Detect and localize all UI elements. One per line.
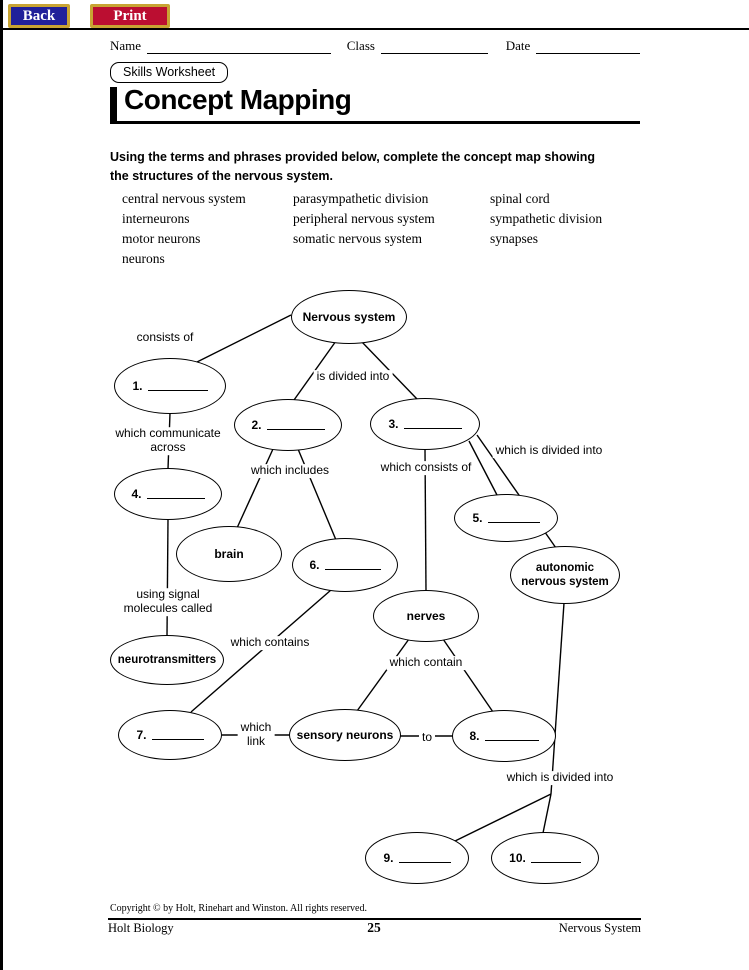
label-line2: link xyxy=(246,734,265,748)
label-line1: which communicate xyxy=(115,426,221,441)
footer-book-title: Holt Biology xyxy=(108,921,174,935)
node-label: neurotransmitters xyxy=(117,654,217,666)
term: sympathetic division xyxy=(490,211,603,226)
node-blank-2 xyxy=(234,399,342,451)
link-label-is-divided-into: is divided into xyxy=(314,370,393,384)
node-neurotransmitters xyxy=(110,635,224,685)
blank-number: 2. xyxy=(251,418,262,432)
node-label-line2: nervous system xyxy=(521,576,609,588)
blank-number: 6. xyxy=(309,558,320,572)
link-label-which-link xyxy=(238,721,275,749)
node-nerves xyxy=(373,590,479,642)
link-label-which-communicate-across xyxy=(112,427,223,455)
link-label-which-is-divided-into-top: which is divided into xyxy=(493,444,606,458)
link-label-using-signal-molecules xyxy=(121,588,216,616)
label-line2: across xyxy=(150,440,186,454)
node-label: brain xyxy=(214,547,244,561)
blank-number: 7. xyxy=(136,728,147,742)
node-blank-9 xyxy=(365,832,469,884)
term: motor neurons xyxy=(122,231,201,246)
node-label: Nervous system xyxy=(302,310,396,324)
connector-line xyxy=(237,449,273,528)
link-label-which-consists-of: which consists of xyxy=(378,461,475,475)
node-blank-1 xyxy=(114,358,226,414)
node-blank-4 xyxy=(114,468,222,520)
node-blank-6 xyxy=(292,538,398,592)
answer-blank xyxy=(488,512,540,523)
answer-blank xyxy=(152,729,204,740)
answer-blank xyxy=(531,852,581,863)
footer-chapter: Nervous System xyxy=(558,921,641,935)
link-label-consists-of: consists of xyxy=(134,331,197,345)
blank-number: 10. xyxy=(509,851,526,865)
node-nervous-system xyxy=(291,290,407,344)
answer-blank xyxy=(325,559,381,570)
date-label: Date xyxy=(505,38,531,53)
connector-line xyxy=(551,603,564,794)
answer-blank xyxy=(485,730,539,741)
node-blank-8 xyxy=(452,710,556,762)
connector-line xyxy=(197,315,291,362)
class-label: Class xyxy=(346,38,375,53)
node-label: sensory neurons xyxy=(296,728,394,742)
link-label-which-contain: which contain xyxy=(387,656,466,670)
node-blank-5 xyxy=(454,494,558,542)
term: parasympathetic division xyxy=(293,191,429,206)
page-title: Concept Mapping xyxy=(124,84,352,115)
print-button[interactable]: Print xyxy=(90,4,170,28)
node-label xyxy=(521,561,609,590)
skills-worksheet-tab: Skills Worksheet xyxy=(110,62,228,83)
link-label-which-contains: which contains xyxy=(228,636,313,650)
term: synapses xyxy=(490,231,538,246)
answer-blank xyxy=(147,488,205,499)
connector-line xyxy=(443,639,493,712)
term: interneurons xyxy=(122,211,190,226)
node-label: nerves xyxy=(406,609,446,623)
node-label-line1: autonomic xyxy=(535,561,595,574)
node-blank-3 xyxy=(370,398,480,450)
answer-blank xyxy=(399,852,451,863)
node-autonomic-nervous-system xyxy=(510,546,620,604)
link-label-which-includes: which includes xyxy=(248,464,332,478)
link-label-to: to xyxy=(419,731,435,745)
answer-blank xyxy=(267,419,325,430)
blank-number: 1. xyxy=(132,379,143,393)
term: spinal cord xyxy=(490,191,550,206)
term: somatic nervous system xyxy=(293,231,422,246)
blank-number: 3. xyxy=(388,417,399,431)
copyright-text: Copyright © by Holt, Rinehart and Winston. All rights reserved. xyxy=(110,903,367,914)
term: central nervous system xyxy=(122,191,246,206)
label-line2: molecules called xyxy=(123,601,213,615)
node-sensory-neurons xyxy=(289,709,401,761)
connector-line xyxy=(543,794,551,833)
connector-line xyxy=(357,639,409,711)
answer-blank xyxy=(148,380,208,391)
back-button[interactable]: Back xyxy=(8,4,70,28)
blank-number: 8. xyxy=(469,729,480,743)
name-label: Name xyxy=(110,38,142,53)
term: peripheral nervous system xyxy=(293,211,435,226)
node-blank-7 xyxy=(118,710,222,760)
node-brain xyxy=(176,526,282,582)
answer-blank xyxy=(404,418,462,429)
label-line1: using signal xyxy=(136,587,200,602)
term: neurons xyxy=(122,251,165,266)
instructions: Using the terms and phrases provided below, complete the concept map showing the structures of the nervous system. xyxy=(110,150,596,184)
blank-number: 9. xyxy=(383,851,394,865)
node-blank-10 xyxy=(491,832,599,884)
link-label-which-is-divided-into-bottom: which is divided into xyxy=(504,771,617,785)
blank-number: 4. xyxy=(131,487,142,501)
page-number: 25 xyxy=(367,920,381,935)
label-line1: which xyxy=(240,720,272,735)
connector-line xyxy=(167,519,168,636)
blank-number: 5. xyxy=(472,511,483,525)
